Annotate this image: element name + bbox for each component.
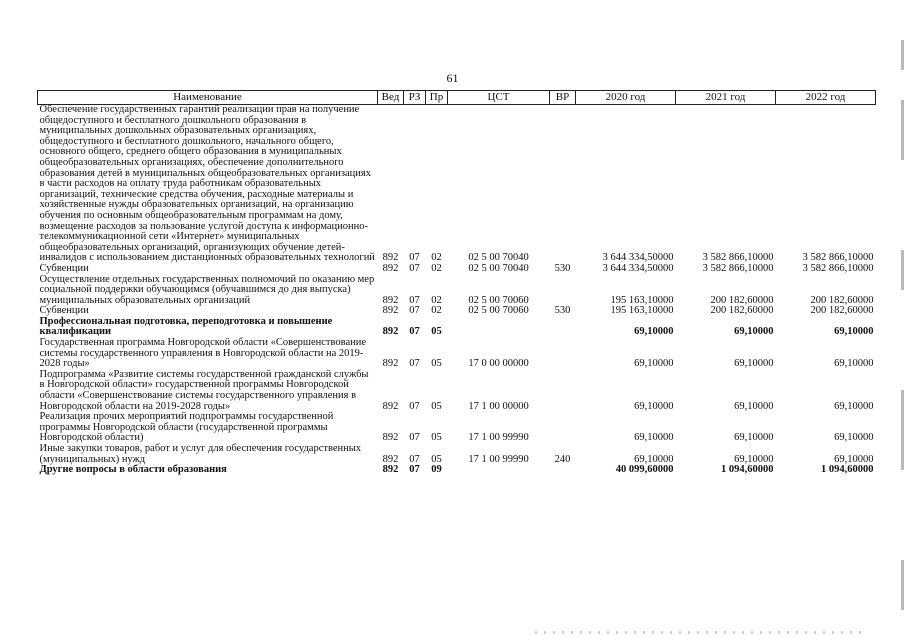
- row-2022: 69,10000: [834, 400, 874, 412]
- row-2020: 69,10000: [634, 432, 674, 444]
- row-ved: 892: [382, 358, 399, 370]
- row-vr: [550, 412, 576, 444]
- row-2022: 3 582 866,10000: [802, 252, 874, 264]
- row-2021: 69,10000: [734, 453, 774, 465]
- row-rz: 07: [409, 262, 420, 274]
- row-name: Обеспечение государственных гарантий реализации прав на получение общедоступного и бесплатного дошкольного образования в муниципальных дошкольных образовательных организациях, общедоступного и бесплатного дошкольного, начального общего, основного общего, среднего общего образования в муниципальных общеобразовательных организациях, обеспечение дополнительного образования детей в муниципальных общеобразовательных организациях в части расходов на оплату труда работникам образовательных организаций, технические средства обучения, расходные материалы и хозяйственные нужды образовательных организаций, на организацию обучения по основным общеобразовательным программам на дому, возмещение расходов за пользование услугой доступа к информационно-телекоммуникационной сети «Интернет» муниципальных общеобразовательных организаций, организующих обучение детей-инвалидов с использованием дистанционных образовательных технологий: [39, 104, 375, 264]
- row-2021: 3 582 866,10000: [702, 252, 774, 264]
- row-vr: [550, 105, 576, 264]
- table-row: [38, 105, 876, 264]
- row-ved: 892: [382, 326, 399, 338]
- row-name: Подпрограмма «Развитие системы государственной гражданской службы в Новгородской области» государственной программы Новгородской области «Совершенствование системы государственного управления в Новгородской области на 2019-2028 годы»: [39, 368, 369, 412]
- row-2020: 195 163,10000: [610, 305, 674, 317]
- row-pr: 02: [431, 294, 442, 306]
- row-vr: [550, 275, 576, 307]
- row-cst: 17 1 00 99990: [468, 432, 529, 444]
- row-2022: 1 094,60000: [821, 464, 874, 476]
- row-rz: 07: [409, 432, 420, 444]
- budget-table: [37, 90, 876, 476]
- row-ved: 892: [382, 464, 399, 476]
- row-pr: 05: [431, 358, 442, 370]
- row-2022: 200 182,60000: [810, 305, 874, 317]
- row-cst: [448, 465, 550, 476]
- row-2020: 40 099,60000: [615, 464, 674, 476]
- scan-bottom-artifact: [535, 631, 865, 634]
- row-2020: 3 644 334,50000: [602, 252, 674, 264]
- row-cst: 02 5 00 70060: [468, 294, 529, 306]
- row-ved: 892: [382, 305, 399, 317]
- header-pr: Пр: [426, 91, 448, 105]
- table-row-section: [38, 317, 876, 338]
- row-2021: 1 094,60000: [721, 464, 774, 476]
- table-row: [38, 275, 876, 307]
- row-2021: 200 182,60000: [710, 294, 774, 306]
- row-rz: 07: [409, 400, 420, 412]
- row-rz: 07: [409, 252, 420, 264]
- row-vr: 530: [554, 305, 571, 317]
- row-vr: 240: [554, 453, 571, 465]
- row-rz: 07: [409, 358, 420, 370]
- row-pr: 02: [431, 262, 442, 274]
- row-name: Субвенции: [39, 305, 89, 317]
- row-pr: 05: [431, 326, 442, 338]
- row-cst: 17 0 00 00000: [468, 358, 529, 370]
- row-2021: 69,10000: [734, 432, 774, 444]
- row-vr: [550, 338, 576, 370]
- row-2022: 3 582 866,10000: [802, 262, 874, 274]
- row-2021: 200 182,60000: [710, 305, 774, 317]
- row-cst: 02 5 00 70040: [468, 262, 529, 274]
- header-2021: 2021 год: [676, 91, 776, 105]
- row-name: Осуществление отдельных государственных полномочий по оказанию мер социальной поддержки обучающимся (обучавшимся до дня выпуска) муниципальных образовательных организаций: [39, 273, 375, 306]
- table-header-row: [38, 91, 876, 105]
- row-name: Другие вопросы в области образования: [39, 464, 227, 476]
- row-ved: 892: [382, 294, 399, 306]
- header-rz: РЗ: [404, 91, 426, 105]
- row-2022: 69,10000: [834, 453, 874, 465]
- row-2020: 69,10000: [634, 358, 674, 370]
- row-pr: 02: [431, 305, 442, 317]
- header-vr: ВР: [550, 91, 576, 105]
- scan-edge-artifact: [900, 0, 904, 640]
- row-2022: 200 182,60000: [810, 294, 874, 306]
- row-ved: 892: [382, 400, 399, 412]
- row-name: Субвенции: [39, 262, 89, 274]
- row-rz: 07: [409, 464, 420, 476]
- row-2022: 69,10000: [834, 358, 874, 370]
- row-2020: 69,10000: [634, 400, 674, 412]
- row-2022: 69,10000: [834, 326, 874, 338]
- row-2022: 69,10000: [834, 432, 874, 444]
- row-cst: 02 5 00 70040: [468, 252, 529, 264]
- row-ved: 892: [382, 252, 399, 264]
- row-cst: 17 1 00 00000: [468, 400, 529, 412]
- row-vr: 530: [554, 262, 571, 274]
- row-2021: 69,10000: [734, 400, 774, 412]
- row-name: Государственная программа Новгородской области «Совершенствование системы государственного управления в Новгородской области на 2019-2028 годы»: [39, 337, 367, 370]
- row-cst: 17 1 00 99990: [468, 453, 529, 465]
- row-2020: 195 163,10000: [610, 294, 674, 306]
- header-ved: Вед: [378, 91, 404, 105]
- row-vr: [550, 465, 576, 476]
- row-2020: 69,10000: [634, 453, 674, 465]
- header-2020: 2020 год: [576, 91, 676, 105]
- row-ved: 892: [382, 262, 399, 274]
- row-vr: [550, 370, 576, 412]
- table-row: [38, 264, 876, 275]
- table-row: [38, 338, 876, 370]
- header-name: Наименование: [38, 91, 378, 105]
- row-2020: 3 644 334,50000: [602, 262, 674, 274]
- row-pr: 09: [431, 464, 442, 476]
- row-pr: 02: [431, 252, 442, 264]
- row-pr: 05: [431, 400, 442, 412]
- row-ved: 892: [382, 432, 399, 444]
- row-rz: 07: [409, 305, 420, 317]
- row-vr: [550, 317, 576, 338]
- row-2021: 3 582 866,10000: [702, 262, 774, 274]
- row-rz: 07: [409, 294, 420, 306]
- row-rz: 07: [409, 326, 420, 338]
- row-2020: 69,10000: [634, 326, 674, 338]
- table-row: [38, 412, 876, 444]
- table-row: [38, 370, 876, 412]
- row-ved: 892: [382, 453, 399, 465]
- header-cst: ЦСТ: [448, 91, 550, 105]
- header-2022: 2022 год: [776, 91, 876, 105]
- row-name: Иные закупки товаров, работ и услуг для обеспечения государственных (муниципальных) нужд: [39, 443, 362, 465]
- row-2021: 69,10000: [734, 358, 774, 370]
- page-number: 61: [446, 71, 459, 85]
- row-pr: 05: [431, 432, 442, 444]
- row-name: Реализация прочих мероприятий подпрограммы государственной программы Новгородской области (государственной программы Новгородской области): [39, 411, 334, 444]
- table-row: [38, 444, 876, 465]
- row-cst: [448, 317, 550, 338]
- row-rz: 07: [409, 453, 420, 465]
- row-name: Профессиональная подготовка, переподготовка и повышение квалификации: [39, 315, 333, 338]
- row-pr: 05: [431, 453, 442, 465]
- row-2021: 69,10000: [734, 326, 774, 338]
- table-row-section: [38, 465, 876, 476]
- row-cst: 02 5 00 70060: [468, 305, 529, 317]
